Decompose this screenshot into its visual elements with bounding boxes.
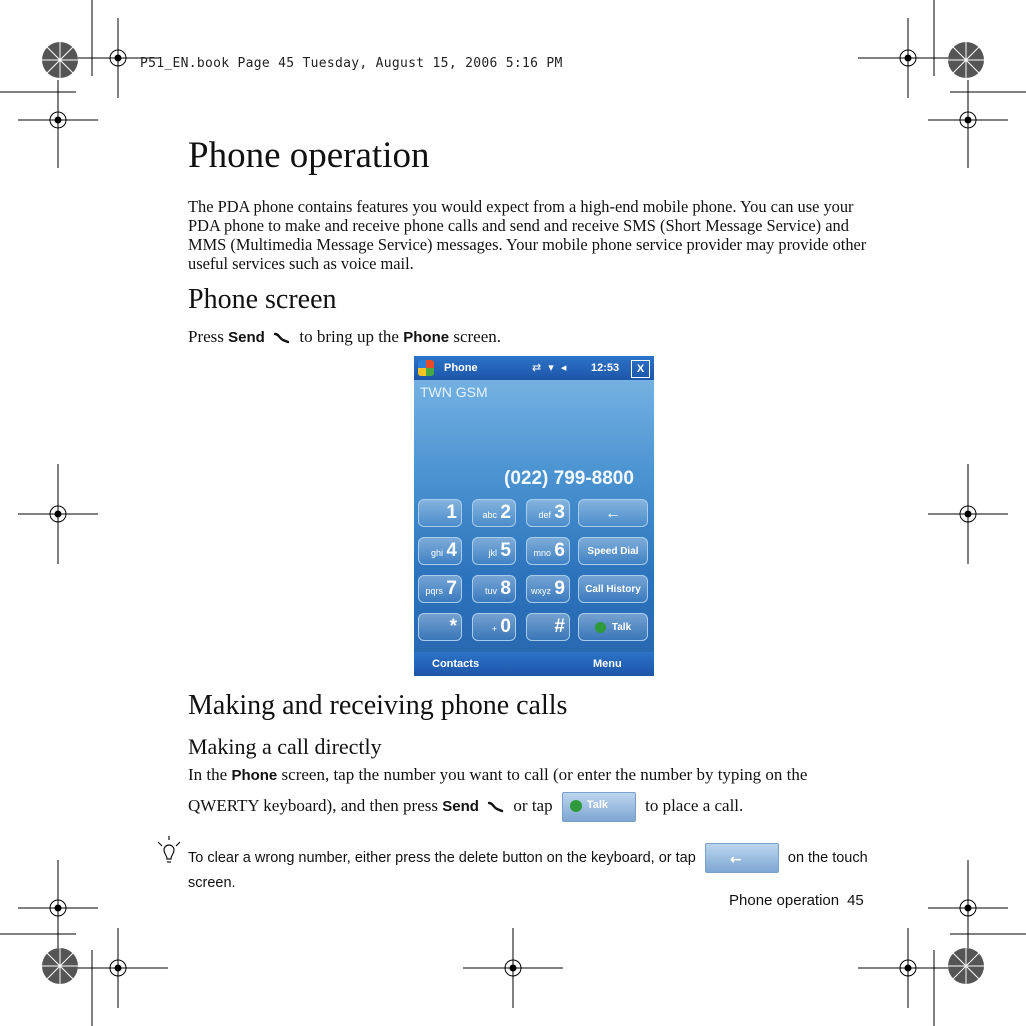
phone-softkey-bar: [414, 652, 654, 676]
send-key-label: Send: [442, 797, 479, 815]
talk-button-image: Talk: [562, 792, 636, 822]
talk-key: Talk: [578, 613, 648, 641]
phone-screen-heading: Phone screen: [188, 284, 337, 315]
talk-phone-icon: [595, 622, 606, 633]
phone-clock: 12:53: [591, 362, 620, 374]
crosshair-left-mid: [18, 464, 98, 564]
page-number: 45: [847, 892, 864, 909]
star-target-bottom-left: [42, 948, 78, 984]
instruction-line-2: QWERTY keyboard), and then press Send or tap Talk to place a call.: [188, 792, 743, 822]
call-history-key: Call History: [578, 575, 648, 603]
key-star: *: [418, 613, 462, 641]
dialed-number: (022) 799-8800: [504, 468, 634, 489]
backspace-button-image: ←: [705, 843, 779, 873]
key-8: tuv 8: [472, 575, 516, 603]
key-hash: #: [526, 613, 570, 641]
softkey-contacts: Contacts: [432, 658, 480, 670]
star-target-bottom-right: [948, 948, 984, 984]
windows-start-icon: [418, 360, 434, 376]
crosshair-left-lower: [18, 860, 98, 948]
softkey-menu: Menu: [593, 658, 622, 670]
making-call-directly-heading: Making a call directly: [188, 734, 382, 759]
tip-lightbulb-icon: [156, 836, 182, 872]
key-6: mno 6: [526, 537, 570, 565]
page-footer: [729, 892, 864, 909]
making-receiving-calls-heading: Making and receiving phone calls: [188, 690, 568, 721]
close-icon: X: [631, 360, 650, 378]
backspace-key: ←: [578, 499, 648, 527]
network-operator: TWN GSM: [420, 384, 488, 400]
key-2: abc 2: [472, 499, 516, 527]
intro-paragraph: The PDA phone contains features you would expect from a high-end mobile phone. You can use your PDA phone to make and receive phone calls and send and receive SMS (Short Message Service) and MMS (Multimedia Message Service) messages. Your mobile phone service provider may provide other useful services such as voice mail.: [188, 197, 867, 273]
press-send-instruction: Press Send to bring up the Phone screen.: [188, 327, 501, 346]
key-4: ghi 4: [418, 537, 462, 565]
phone-title-bar: [414, 356, 654, 380]
phone-screen-screenshot: [414, 356, 654, 676]
talk-phone-icon: [570, 800, 582, 812]
key-0: + 0: [472, 613, 516, 641]
crosshair-bottom-center: [463, 928, 563, 1008]
page-title: Phone operation: [188, 135, 430, 176]
crosshair-left-upper: [18, 80, 98, 168]
signal-volume-icons: ⇄ ▾ ◂: [532, 362, 569, 374]
tip-note: To clear a wrong number, either press the delete button on the keyboard, or tap ← on the touch screen.: [188, 843, 878, 893]
crosshair-right-upper: [928, 80, 1008, 168]
key-3: def 3: [526, 499, 570, 527]
key-1: 1: [418, 499, 462, 527]
send-phone-icon: [487, 801, 505, 813]
instruction-line-1: In the Phone screen, tap the number you want to call (or enter the number by typing on the: [188, 765, 808, 784]
speed-dial-key: Speed Dial: [578, 537, 648, 565]
print-slug-line: P51_EN.book Page 45 Tuesday, August 15, 2006 5:16 PM: [140, 56, 563, 71]
phone-app-title: Phone: [444, 362, 478, 374]
key-5: jkl 5: [472, 537, 516, 565]
key-9: wxyz 9: [526, 575, 570, 603]
star-target-top-left: [42, 42, 78, 78]
star-target-top-right: [948, 42, 984, 78]
crosshair-right-lower: [928, 860, 1008, 948]
key-7: pqrs 7: [418, 575, 462, 603]
phone-screen-label: Phone: [231, 767, 278, 784]
send-phone-icon: [273, 332, 291, 344]
crosshair-right-mid: [928, 464, 1008, 564]
send-key-label: Send: [228, 329, 265, 346]
phone-screen-label: Phone: [403, 329, 450, 346]
footer-section-name: Phone operation: [729, 892, 840, 909]
